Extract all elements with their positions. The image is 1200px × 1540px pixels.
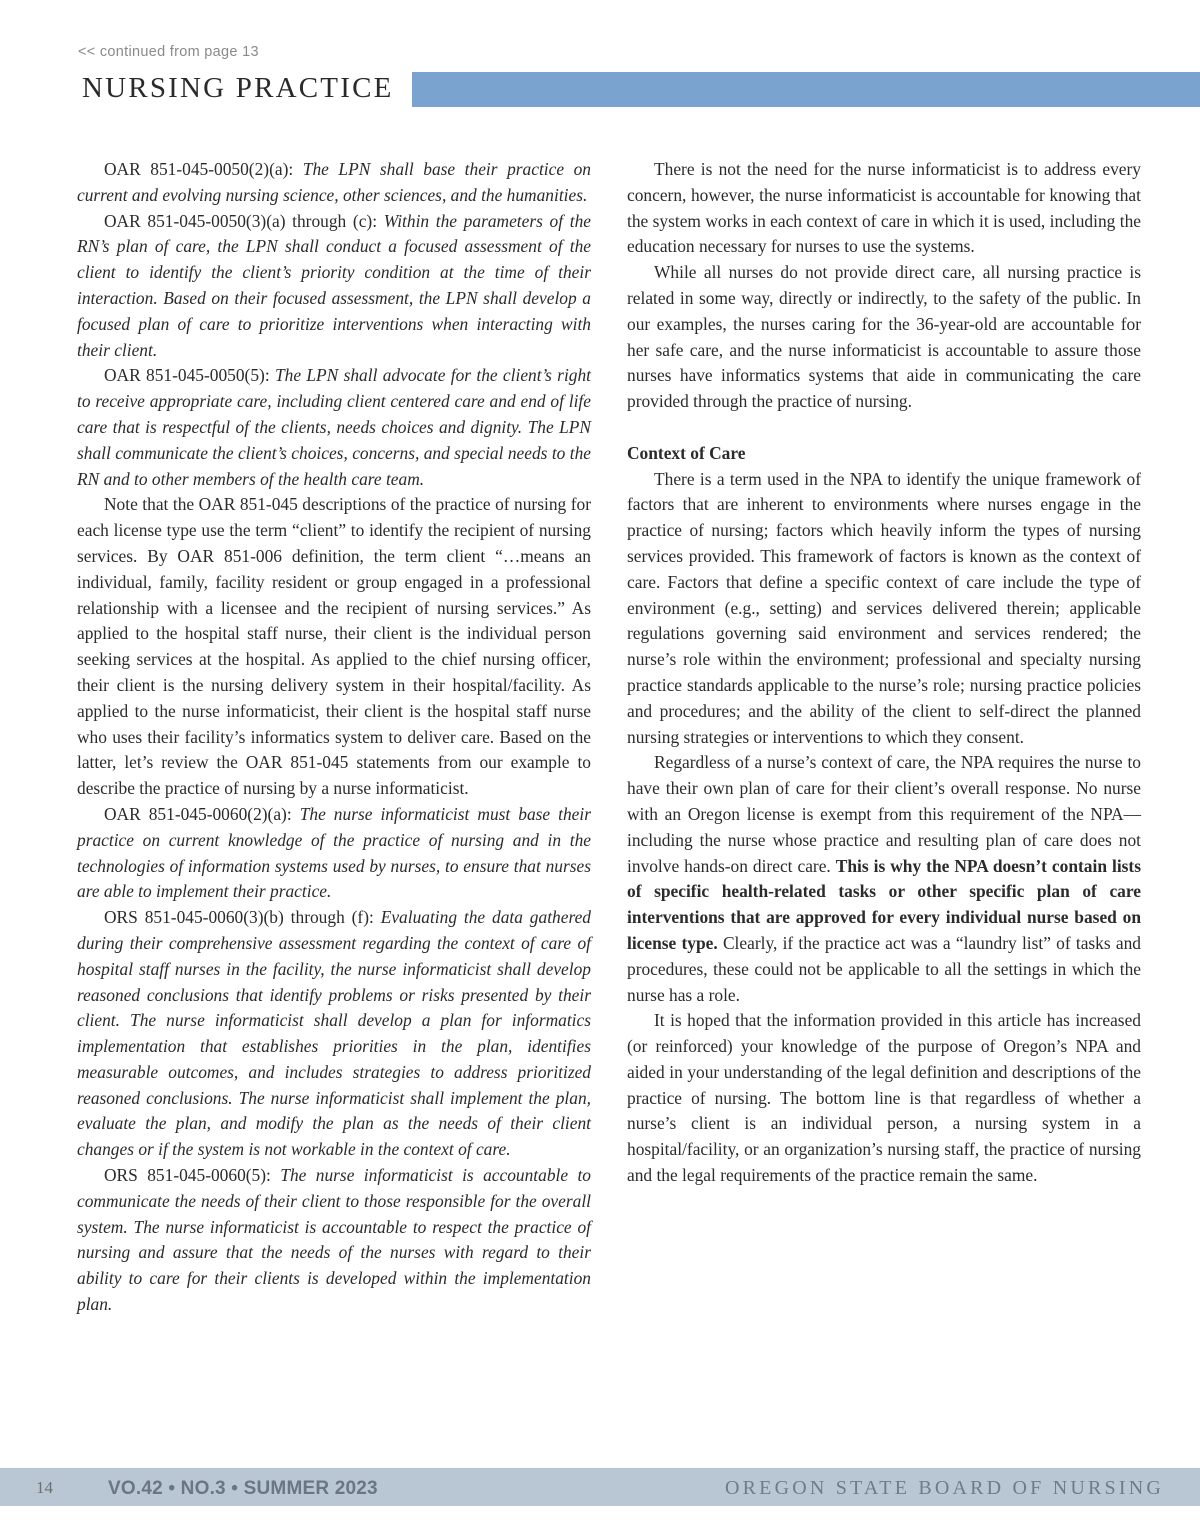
paragraph	[77, 363, 591, 492]
regulation-text: The nurse informaticist is accountable to communicate the needs of their client to those responsible for the overall system. The nurse informaticist is accountable to respect the practice of nursing and assure that the needs of the nurses with regard to their ability to care for their clients is developed within the implementation plan.	[77, 1165, 592, 1315]
regulation-text: The nurse informaticist must base their practice on current knowledge of the practice of nursing and in the technologies of information systems used by nurses, to ensure that nurses are able to implement their practice.	[77, 803, 591, 902]
regulation-text: Evaluating the data gathered during their comprehensive assessment regarding the context of care of hospital staff nurses in the facility, the nurse informaticist shall develop reasoned conclusions that identify problems or risks presented by their client. The nurse informaticist shall develop a plan for informatics implementation that establishes priorities in the plan, identifies measurable outcomes, and includes strategies to address prioritized reasoned conclusions. The nurse informaticist shall implement the plan, evaluate the plan, and modify the plan as the needs of their client changes or if the system is not workable in the context of care.	[77, 907, 591, 1160]
paragraph-bold-text: This is why the NPA doesn’t contain lists of specific health-related tasks or other specific plan of care interventions that are approved for every individual nurse based on license type.	[627, 855, 1141, 953]
regulation-ref: OAR 851-045-0050(5):	[104, 365, 275, 386]
paragraph: Note that the OAR 851-045 descriptions of the practice of nursing for each license type use the term “client” to identify the recipient of nursing services. By OAR 851-006 definition, the term client “…means an individual, family, facility resident or group engaged in a professional relationship with a licensee and the recipient of nursing services.” As applied to the hospital staff nurse, their client is the individual person seeking services at the hospital. As applied to the chief nursing officer, their client is the nursing delivery system in their hospital/facility. As applied to the nurse informaticist, their client is the hospital staff nurse who uses their facility’s informatics system to deliver care. Based on the latter, let’s review the OAR 851-045 statements from our example to describe the practice of nursing by a nurse informaticist.	[77, 494, 591, 799]
paragraph	[627, 750, 1141, 1008]
paragraph	[77, 209, 591, 364]
paragraph-text: Regardless of a nurse’s context of care, the NPA requires the nurse to have their own plan of care for their client’s overall response. No nurse with an Oregon license is exempt from this requirement of the NPA—including the nurse whose practice and resulting plan of care does not involve hands-on direct care.	[627, 752, 1141, 876]
regulation-text: Within the parameters of the RN’s plan of care, the LPN shall conduct a focused assessment of the client to identify the client’s priority condition at the time of their interaction. Based on their focused assessment, the LPN shall develop a focused plan of care to prioritize interventions when interacting with their client.	[77, 210, 591, 360]
regulation-ref: OAR 851-045-0060(2)(a):	[104, 803, 300, 824]
paragraph: There is not the need for the nurse informaticist is to address every concern, however, the nurse informaticist is accountable for knowing that the system works in each context of care in which it is used, including the education necessary for nurses to use the systems.	[627, 159, 1141, 257]
regulation-ref: ORS 851-045-0060(3)(b) through (f):	[104, 907, 381, 928]
paragraph	[77, 905, 591, 1163]
section-title-accent-bar	[412, 72, 1200, 107]
page-number: 14	[36, 1478, 53, 1497]
paragraph	[77, 1163, 591, 1318]
subheading-context-of-care: Context of Care	[627, 442, 746, 463]
regulation-ref: OAR 851-045-0050(3)(a) through (c):	[104, 210, 384, 231]
issue-label: VO.42 • NO.3 • SUMMER 2023	[108, 1478, 378, 1499]
paragraph: While all nurses do not provide direct care, all nursing practice is related in some way, directly or indirectly, to the safety of the public. In our examples, the nurses caring for the 36-year-old are accountable for her safe care, and the nurse informaticist is accountable to assure those nurses have informatics systems that aide in communicating the care provided through the practice of nursing.	[627, 262, 1141, 412]
paragraph	[77, 157, 591, 209]
right-column	[627, 157, 1141, 1189]
paragraph	[77, 802, 591, 905]
left-column	[77, 157, 591, 1318]
regulation-ref: OAR 851-045-0050(2)(a):	[104, 159, 303, 179]
publisher-name: OREGON STATE BOARD OF NURSING	[724, 1477, 1164, 1499]
paragraph-text: Clearly, if the practice act was a “laundry list” of tasks and procedures, these could not be applicable to all the settings in which the nurse has a role.	[627, 932, 1141, 1005]
continued-from-note: << continued from page 13	[78, 44, 259, 60]
regulation-text: The LPN shall base their practice on current and evolving nursing science, other sciences, and the humanities.	[77, 159, 592, 205]
paragraph: It is hoped that the information provided in this article has increased (or reinforced) your knowledge of the purpose of Oregon’s NPA and aided in your understanding of the legal definition and descriptions of the practice of nursing. The bottom line is that regardless of whether a nurse’s client is an individual person, a nursing system in a hospital/facility, or an organization’s nursing staff, the practice of nursing and the legal requirements of the practice remain the same.	[627, 1010, 1141, 1186]
paragraph: There is a term used in the NPA to identify the unique framework of factors that are inherent to environments where nurses engage in the practice of nursing; factors which heavily inform the types of nursing services provided. This framework of factors is known as the context of care. Factors that define a specific context of care include the type of environment (e.g., setting) and services delivered therein; applicable regulations governing said environment and services rendered; the nurse’s role within the environment; professional and specialty nursing practice standards applicable to the nurse’s role; nursing practice policies and procedures; and the ability of the client to self-direct the planned nursing strategies or interventions to which they consent.	[627, 468, 1141, 747]
regulation-text: The LPN shall advocate for the client’s right to receive appropriate care, including client centered care and end of life care that is respectful of the clients, needs choices and dignity. The LPN shall communicate the client’s choices, concerns, and special needs to the RN and to other members of the health care team.	[77, 365, 592, 489]
section-title: NURSING PRACTICE	[82, 72, 394, 104]
regulation-ref: ORS 851-045-0060(5):	[104, 1165, 281, 1186]
